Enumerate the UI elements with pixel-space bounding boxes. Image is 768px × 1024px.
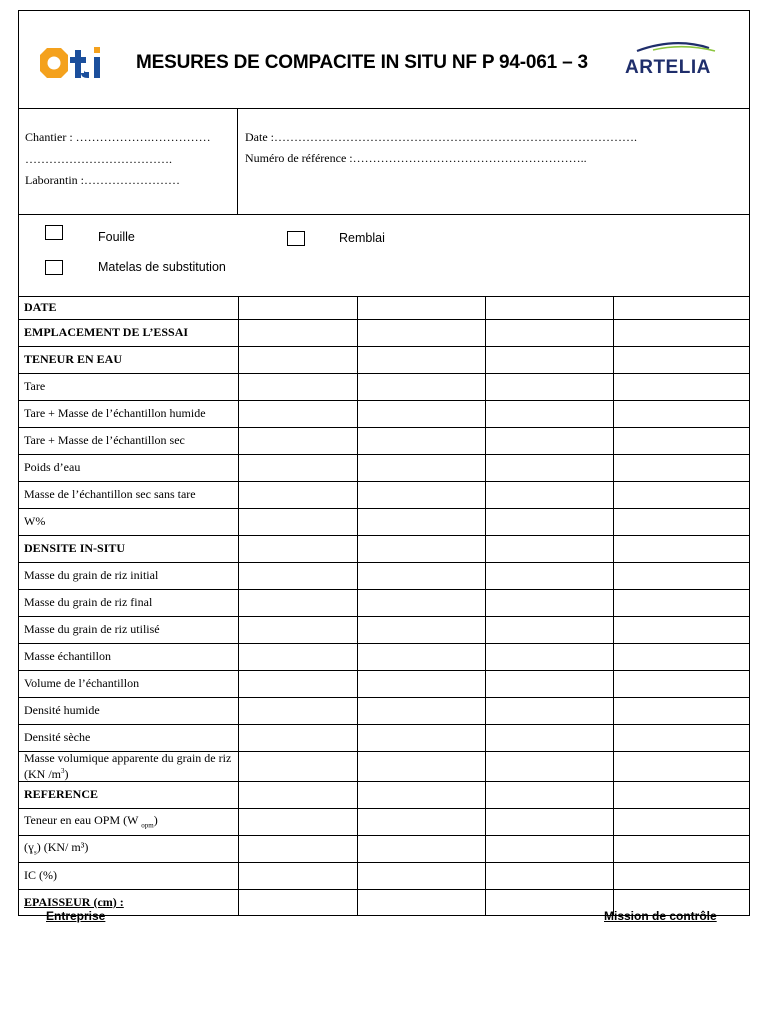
value-cell[interactable] bbox=[485, 589, 613, 616]
value-cell[interactable] bbox=[238, 781, 357, 808]
value-cell[interactable] bbox=[485, 835, 613, 862]
table-row bbox=[19, 454, 749, 481]
value-cell[interactable] bbox=[613, 643, 749, 670]
value-cell[interactable] bbox=[238, 400, 357, 427]
value-cell[interactable] bbox=[485, 508, 613, 535]
value-cell[interactable] bbox=[238, 562, 357, 589]
value-cell[interactable] bbox=[357, 319, 485, 346]
value-cell[interactable] bbox=[485, 427, 613, 454]
value-cell[interactable] bbox=[613, 481, 749, 508]
value-cell[interactable] bbox=[357, 346, 485, 373]
value-cell[interactable] bbox=[238, 616, 357, 643]
value-cell[interactable] bbox=[485, 373, 613, 400]
row-label bbox=[19, 535, 238, 562]
fouille-checkbox[interactable] bbox=[45, 225, 63, 240]
value-cell[interactable] bbox=[238, 427, 357, 454]
value-cell[interactable] bbox=[357, 481, 485, 508]
value-cell[interactable] bbox=[613, 670, 749, 697]
value-cell[interactable] bbox=[485, 454, 613, 481]
value-cell[interactable] bbox=[357, 835, 485, 862]
value-cell[interactable] bbox=[613, 589, 749, 616]
row-label-suffix: ) bbox=[64, 766, 69, 781]
row-label-suffix: ) bbox=[153, 813, 158, 828]
value-cell[interactable] bbox=[357, 889, 485, 915]
row-label-text: Masse du grain de riz final bbox=[24, 595, 153, 609]
value-cell[interactable] bbox=[357, 297, 485, 319]
value-cell[interactable] bbox=[485, 751, 613, 781]
info-block bbox=[19, 109, 749, 215]
row-label-text: Tare bbox=[24, 379, 46, 393]
value-cell[interactable] bbox=[485, 562, 613, 589]
table-row bbox=[19, 535, 749, 562]
row-label bbox=[19, 862, 238, 889]
value-cell[interactable] bbox=[485, 781, 613, 808]
chantier-field[interactable]: Chantier : ……………….…………… bbox=[25, 130, 211, 144]
value-cell[interactable] bbox=[357, 562, 485, 589]
table-row bbox=[19, 481, 749, 508]
value-cell[interactable] bbox=[238, 643, 357, 670]
row-label bbox=[19, 643, 238, 670]
value-cell[interactable] bbox=[357, 454, 485, 481]
value-cell[interactable] bbox=[238, 297, 357, 319]
row-label bbox=[19, 346, 238, 373]
value-cell[interactable] bbox=[613, 454, 749, 481]
value-cell[interactable] bbox=[613, 508, 749, 535]
row-label-text: Teneur en eau OPM (W bbox=[24, 813, 142, 828]
value-cell[interactable] bbox=[238, 862, 357, 889]
chantier-field-continued[interactable]: ………………………………. bbox=[25, 152, 172, 166]
row-label bbox=[19, 808, 238, 835]
value-cell[interactable] bbox=[357, 781, 485, 808]
value-cell[interactable] bbox=[357, 616, 485, 643]
row-label-text: Masse de l’échantillon sec sans tare bbox=[24, 487, 196, 501]
row-label bbox=[19, 562, 238, 589]
table-row bbox=[19, 670, 749, 697]
value-cell[interactable] bbox=[238, 373, 357, 400]
value-cell[interactable] bbox=[485, 297, 613, 319]
row-label-text: REFERENCE bbox=[24, 787, 99, 801]
entreprise-signature: Entreprise bbox=[46, 909, 106, 923]
row-label-suffix: ) (KN/ m³) bbox=[36, 840, 89, 855]
value-cell[interactable] bbox=[238, 697, 357, 724]
value-cell[interactable] bbox=[238, 454, 357, 481]
row-label bbox=[19, 751, 238, 781]
value-cell[interactable] bbox=[485, 346, 613, 373]
svg-text:ARTELIA: ARTELIA bbox=[625, 57, 711, 78]
form-title: MESURES DE COMPACITE IN SITU NF P 94-061 – 3 bbox=[136, 52, 588, 73]
row-label bbox=[19, 616, 238, 643]
value-cell[interactable] bbox=[238, 481, 357, 508]
work-type-options bbox=[19, 215, 749, 297]
table-row bbox=[19, 427, 749, 454]
table-row bbox=[19, 781, 749, 808]
value-cell[interactable] bbox=[357, 589, 485, 616]
reference-field[interactable]: Numéro de référence :………………………………………………….. bbox=[245, 151, 587, 165]
value-cell[interactable] bbox=[238, 889, 357, 915]
artelia-logo bbox=[623, 39, 735, 79]
row-label-superscript: 3 bbox=[61, 766, 65, 775]
measurement-table bbox=[19, 297, 749, 915]
value-cell[interactable] bbox=[485, 535, 613, 562]
row-label bbox=[19, 297, 238, 319]
value-cell[interactable] bbox=[485, 319, 613, 346]
row-label-text: Tare + Masse de l’échantillon sec bbox=[24, 433, 185, 447]
value-cell[interactable] bbox=[357, 751, 485, 781]
row-label-text: Densité sèche bbox=[24, 730, 91, 744]
value-cell[interactable] bbox=[613, 781, 749, 808]
value-cell[interactable] bbox=[357, 724, 485, 751]
value-cell[interactable] bbox=[357, 535, 485, 562]
row-label-text: Masse volumique apparente du grain de riz (KN /m bbox=[24, 751, 232, 781]
row-label-text: Masse échantillon bbox=[24, 649, 111, 663]
fouille-label: Fouille bbox=[98, 230, 135, 244]
row-label bbox=[19, 697, 238, 724]
form-header bbox=[19, 11, 749, 109]
value-cell[interactable] bbox=[357, 427, 485, 454]
value-cell[interactable] bbox=[238, 670, 357, 697]
value-cell[interactable] bbox=[613, 297, 749, 319]
row-label-text: Masse du grain de riz utilisé bbox=[24, 622, 160, 636]
value-cell[interactable] bbox=[485, 643, 613, 670]
row-label bbox=[19, 724, 238, 751]
table-row bbox=[19, 835, 749, 862]
value-cell[interactable] bbox=[485, 616, 613, 643]
value-cell[interactable] bbox=[357, 670, 485, 697]
value-cell[interactable] bbox=[485, 862, 613, 889]
value-cell[interactable] bbox=[613, 535, 749, 562]
value-cell[interactable] bbox=[613, 724, 749, 751]
row-label bbox=[19, 319, 238, 346]
value-cell[interactable] bbox=[238, 808, 357, 835]
value-cell[interactable] bbox=[238, 751, 357, 781]
table-row bbox=[19, 400, 749, 427]
table-row bbox=[19, 643, 749, 670]
table-row bbox=[19, 697, 749, 724]
row-label-text: (ɣ bbox=[24, 840, 34, 855]
row-label bbox=[19, 373, 238, 400]
oti-logo bbox=[37, 43, 115, 83]
row-label bbox=[19, 427, 238, 454]
row-label bbox=[19, 781, 238, 808]
row-label bbox=[19, 508, 238, 535]
row-label bbox=[19, 481, 238, 508]
value-cell[interactable] bbox=[613, 373, 749, 400]
value-cell[interactable] bbox=[485, 724, 613, 751]
row-label-text: EPAISSEUR (cm) : bbox=[24, 894, 124, 909]
row-label-subscript: s bbox=[34, 848, 37, 857]
row-label-text: EMPLACEMENT DE L’ESSAI bbox=[24, 325, 189, 339]
row-label-text: DATE bbox=[24, 300, 57, 315]
value-cell[interactable] bbox=[357, 862, 485, 889]
row-label-text: DENSITE IN-SITU bbox=[24, 541, 126, 555]
value-cell[interactable] bbox=[357, 508, 485, 535]
table-row bbox=[19, 751, 749, 781]
row-label-text: Tare + Masse de l’échantillon humide bbox=[24, 406, 206, 420]
value-cell[interactable] bbox=[613, 862, 749, 889]
value-cell[interactable] bbox=[613, 400, 749, 427]
value-cell[interactable] bbox=[238, 346, 357, 373]
row-label-text: Masse du grain de riz initial bbox=[24, 568, 159, 582]
value-cell[interactable] bbox=[238, 589, 357, 616]
laborantin-field[interactable]: Laborantin :…………………… bbox=[25, 173, 180, 187]
row-label-subscript: opm bbox=[141, 821, 154, 830]
matelas-label: Matelas de substitution bbox=[98, 260, 226, 274]
table-row bbox=[19, 319, 749, 346]
value-cell[interactable] bbox=[613, 808, 749, 835]
row-label-text: W% bbox=[24, 514, 46, 528]
row-label-text: Densité humide bbox=[24, 703, 100, 717]
value-cell[interactable] bbox=[613, 562, 749, 589]
row-label bbox=[19, 400, 238, 427]
table-row bbox=[19, 508, 749, 535]
row-label-text: Poids d’eau bbox=[24, 460, 81, 474]
value-cell[interactable] bbox=[485, 670, 613, 697]
form-frame bbox=[18, 10, 750, 916]
row-label bbox=[19, 589, 238, 616]
value-cell[interactable] bbox=[485, 808, 613, 835]
table-row bbox=[19, 862, 749, 889]
remblai-checkbox[interactable] bbox=[287, 231, 305, 246]
table-row bbox=[19, 724, 749, 751]
row-label bbox=[19, 835, 238, 862]
value-cell[interactable] bbox=[485, 889, 613, 915]
row-label-text: TENEUR EN EAU bbox=[24, 352, 123, 366]
row-label-text: Volume de l’échantillon bbox=[24, 676, 140, 690]
value-cell[interactable] bbox=[238, 835, 357, 862]
table-row bbox=[19, 297, 749, 319]
value-cell[interactable] bbox=[613, 346, 749, 373]
value-cell[interactable] bbox=[485, 697, 613, 724]
value-cell[interactable] bbox=[613, 427, 749, 454]
value-cell[interactable] bbox=[357, 400, 485, 427]
value-cell[interactable] bbox=[238, 319, 357, 346]
info-left-panel bbox=[19, 109, 238, 214]
value-cell[interactable] bbox=[238, 508, 357, 535]
value-cell[interactable] bbox=[613, 697, 749, 724]
value-cell[interactable] bbox=[357, 643, 485, 670]
value-cell[interactable] bbox=[357, 697, 485, 724]
value-cell[interactable] bbox=[613, 751, 749, 781]
table-row bbox=[19, 373, 749, 400]
value-cell[interactable] bbox=[485, 400, 613, 427]
value-cell[interactable] bbox=[238, 724, 357, 751]
date-field[interactable]: Date :………………………………………………………………………………. bbox=[245, 130, 637, 144]
matelas-checkbox[interactable] bbox=[45, 260, 63, 275]
row-label-text: IC (%) bbox=[24, 868, 57, 882]
row-label bbox=[19, 670, 238, 697]
value-cell[interactable] bbox=[613, 835, 749, 862]
value-cell[interactable] bbox=[238, 535, 357, 562]
value-cell[interactable] bbox=[485, 481, 613, 508]
value-cell[interactable] bbox=[357, 373, 485, 400]
table-row bbox=[19, 589, 749, 616]
row-label bbox=[19, 454, 238, 481]
table-row bbox=[19, 346, 749, 373]
value-cell[interactable] bbox=[613, 616, 749, 643]
table-row bbox=[19, 616, 749, 643]
value-cell[interactable] bbox=[357, 808, 485, 835]
table-row bbox=[19, 808, 749, 835]
mission-signature: Mission de contrôle bbox=[604, 909, 717, 923]
remblai-label: Remblai bbox=[339, 231, 385, 245]
table-row bbox=[19, 562, 749, 589]
value-cell[interactable] bbox=[613, 319, 749, 346]
